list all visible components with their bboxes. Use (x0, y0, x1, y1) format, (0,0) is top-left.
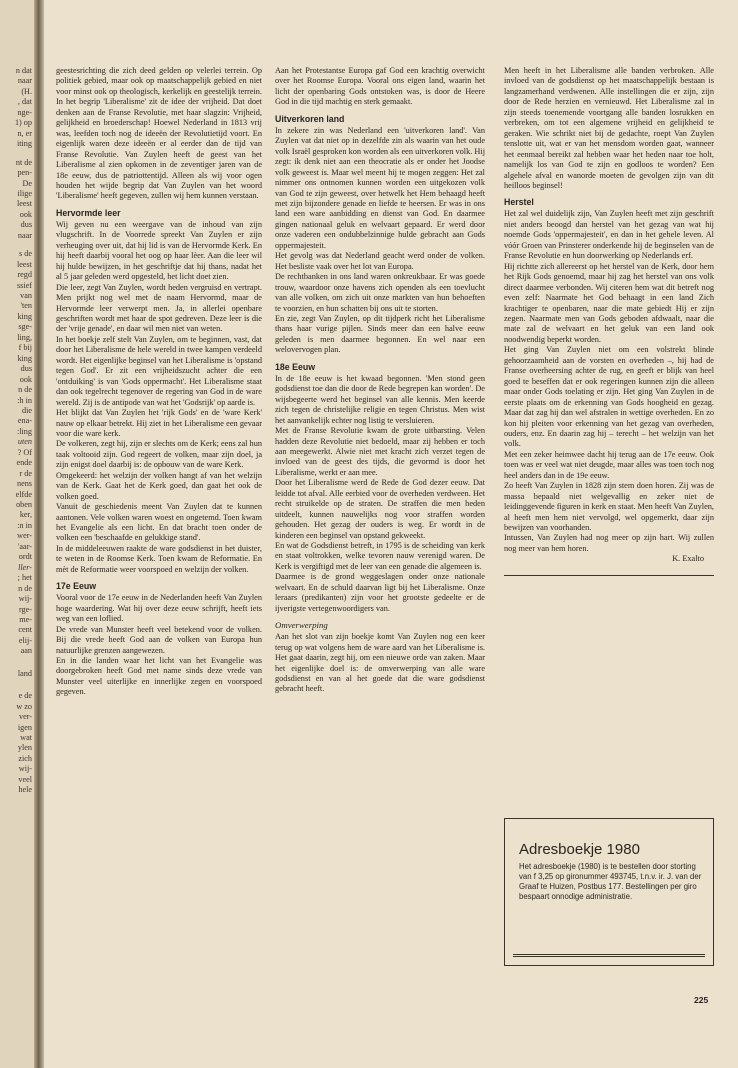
prev-page-fragment: hele (18, 785, 32, 795)
prev-page-fragment: zich (18, 753, 32, 763)
prev-page-fragment: De (22, 178, 32, 188)
prev-page-fragment: ena- (17, 416, 32, 426)
prev-page-fragment: cent (18, 625, 32, 635)
col1-paragraph: De volkeren, zegt hij, zijn er slechts om de Kerk; eens zal hun taak voltooid zijn. God regeert de volken, maar zijn doel, ja zijn enigst doel daarbij is: de opbouw van de ware Kerk. (56, 439, 262, 470)
prev-page-fragment: n de (18, 583, 32, 593)
prev-page-fragment: ilige (17, 188, 32, 198)
col2-paragraph: Aan het slot van zijn boekje komt Van Zuylen nog een keer terug op wat volgens hem de ware aard van het Liberalisme is. Het gaat daarin, zegt hij, om een nieuwe orde van zaken. Maar het eigenlijke doel is: de omverwerping van alle ware godsdienst en van al het goede dat die ware godsdienst gebracht heeft. (275, 632, 485, 694)
prev-page-fragment: ling, (17, 332, 32, 342)
prev-page-fragment: regd (17, 270, 32, 280)
prev-page-fragment: :h in (17, 395, 32, 405)
prev-page-fragment: w zo (16, 701, 32, 711)
notice-inner-frame (513, 825, 705, 957)
heading-18e-eeuw: 18e Eeuw (275, 361, 316, 372)
col1-paragraph: In de middeleeuwen raakte de ware godsdienst in het duister, te weten in de Roomse Kerk. Toen kwam de Reformatie. En mèt de Reformatie weer voorspoed en welzijn der volken. (56, 543, 262, 574)
col3-paragraph: Met een zeker heimwee dacht hij terug aan de 17e eeuw. Ook toen was er veel wat niet deugde, maar alles was toen toch nog heel anders dan in de 19e eeuw. (504, 449, 714, 480)
prev-page-fragment: :ling (16, 426, 32, 436)
prev-page-fragment: king (17, 311, 32, 321)
notice-body: Het adresboekje (1980) is te bestellen door storting van f 3,25 op gironummer 493745, t.n.v. ir. J. van der Graaf te Huizen, Postbus 177. Bestellingen per giro bespaart onnodige administratie. (519, 862, 702, 901)
col1-paragraph: Wij geven nu een weergave van de inhoud van zijn vlugschrift. In de Voorrede spreekt Van Zuylen er zijn verheuging over uit, dat hij lid is van de Hervormde Kerk. En hij heeft daarbij vooral het oog op haar lèer. Aan die leer wil hij hulde bewijzen, in het geschriftje dat hij thans, nadat het al 5 jaar geleden werd opgesteld, het licht doet zien. (56, 219, 262, 282)
author-signature: K. Exalto (672, 554, 704, 564)
prev-page-fragment: nge- (17, 107, 32, 117)
col3-paragraph: Het zal wel duidelijk zijn, Van Zuylen heeft met zijn geschrift niet anders beoogd dan herstel van het gezag van wat hij noemde Gods 'oppermajesteit', en dan in het gehele leven. Al vóór Groen van Prinsterer onderkende hij de beginselen van de Franse Revolutie en hun doorwerking op Nederlands erf. (504, 209, 714, 261)
prev-page-fragment: oben (16, 500, 32, 509)
col1-paragraph: In het boekje zelf stelt Van Zuylen, om te beginnen, vast, dat door het Liberalisme de hele wereld in twee kampen verdeeld wordt. Het eigenlijke beginsel van het Liberalisme is 'opstand tegen God'. Er zit een vrijheidszucht achter die een 'ontduiking' is van 'Gods oppermacht'. Het Liberalisme staat dan ook tegelrecht tegenover de regering van God in de ware wereld. Zij is de antipode van wat het 'Godsrijk' op aarde is. (56, 334, 262, 407)
col3-paragraph: Het ging Van Zuylen niet om een volstrekt blinde gehoorzaamheid aan de vorsten en overheden –, hij had de Franse overheersing achter de rug, en geeft er blijk van heel goed te beseffen dat er ook regeringen kunnen zijn die alleen maar onder Gods toelating er zijn. Het ging Van Zuylen in de eerste plaats om de erkenning van Gods hoogheid en gezag. Maar dat zag hij dan wel afstralen in wettige overheden. En zo kon hij pleiten voor erkenning van het gezag van overheden, ouders, enz. En daarin zag hij – terecht – het welzijn van het volk. (504, 345, 714, 449)
prev-page-fragment: iting (16, 139, 32, 149)
col3-paragraph: Hij richtte zich allereerst op het herstel van de Kerk, door hem het Rijk Gods genoemd, maar hij zag het herstel van ons volk direct daarmee verbonden. Wij citeren hem wat dit betreft nog even zelf: Naarmate het God behaagt in een land Zich krachtiger te openbaren, naar die mate gebiedt Hij er zijn zegen. Naarmate men van Gods geboden afdwaalt, naar die mate zal de welvaart en het geluk van een land ook noodwendig beperkt worden. (504, 261, 714, 344)
prev-page-fragment: 1) op (14, 118, 32, 128)
prev-page-fragment: n, er (17, 128, 32, 138)
prev-page-fragment: die (21, 405, 32, 415)
col1-paragraph: geestesrichting die zich deed gelden op velerlei terrein. Op politiek gebied, maar ook op maatschappelijk gebied en niet voor minst ook op theologisch, kerkelijk en geestelijk terrein. In het begrip 'Liberalisme' zit de idee der vrijheid. Dat doet denken aan de Franse Revolutie, met haar slagzin: Vrijheid, gelijkheid en broederschap! Hoewel Nederland in 1813 vrij was, leefden toch nog de ideeën der Revolutietijd voort. En eigenlijk waren deze ideeën er al eerder dan de tijd van Franse Revolutie. Van Zuylen heeft de geest van het Liberalisme al zien opkomen in de zeventiger jaren van de 18e eeuw, dus de patriottentijd. Alleen als wij voor ogen houden het wijde begrip dat Van Zuylen van het woord 'Liberalisme' heeft gegeven, zullen wij hem kunnen verstaan. (56, 66, 262, 201)
prev-page-fragment: igen (17, 722, 32, 732)
page-gutter (34, 0, 44, 1068)
prev-page-fragment: e de (18, 691, 32, 701)
col3-paragraph: Zo heeft Van Zuylen in 1828 zijn stem doen horen. Zij was de massa bepaald niet welgevallig en zeker niet de leidinggevende figuren in kerk en staat. Men heeft Van Zuylen, al heeft men hem niet vervolgd, wel opgemerkt, daar zijn bewijzen van voorhanden. (504, 481, 714, 533)
prev-page-fragment: nt de (15, 157, 32, 167)
col2-paragraph: Daarmee is de grond weggeslagen onder onze nationale welvaart. En de schuld daarvan ligt bij het Liberalisme. Onze leraars (predikanten) zijn voor het grootste gedeelte er de ijverigste vertegenwoordigers van. (275, 572, 485, 613)
prev-page-fragment: ook (19, 374, 32, 384)
col2-paragraph: In zekere zin was Nederland een 'uitverkoren land'. Van Zuylen vat dat niet op in dezelfde zin als waarin van het oude volk Israël gesproken kon worden als een uitverkoren volk. Hij zegt: ik denk niet aan een theocratie als er onder het Joodse volk geweest is. Maar wel meent hij te mogen zeggen: Het zal nimmer ons ontnomen kunnen worden een uitgekozen volk van God te zijn geweest, over hetwelk het Hem behaagd heeft met zijn bijzondere genade en liefde te heersen. Er was in ons land een ware aanbidding en dienst van God. En daarmee gingen nationaal geluk en welvaart gepaard. Er werd door onze vaderen een ondubbelzinnige hulde gebracht aan Gods oppermajesteit. (275, 125, 485, 250)
prev-page-fragment: pen- (17, 168, 32, 178)
col2-paragraph: Aan het Protestantse Europa gaf God een krachtig overwicht over het Roomse Europa. Vooral ons eigen land, waarin het licht der openbaring Gods ontstoken was, is door de Heere God in die tijd machtig en sterk gemaakt. (275, 66, 485, 107)
column-3 (504, 66, 714, 576)
prev-page-fragment: ook (19, 209, 32, 219)
heading-uitverkoren-land: Uitverkoren land (275, 113, 345, 124)
article-end-rule (504, 575, 714, 576)
prev-page-fragment: 'aar- (17, 541, 32, 551)
prev-page-fragment: sge- (18, 322, 32, 332)
col1-paragraph: En in die landen waar het licht van het Evangelie was doorgebroken heeft God met name sinds deze vrede van Munster veel uiterlijke en innerlijke zegen en voorspoed gegeven. (56, 656, 262, 697)
prev-page-fragment: ordt (18, 552, 32, 562)
prev-page-fragment: r de (19, 468, 32, 478)
prev-page-fragment: ssief (16, 280, 32, 290)
prev-page-fragment: ? Of (17, 447, 32, 457)
prev-page-fragment: ller- (18, 562, 32, 572)
prev-page-fragment: ; het (17, 573, 32, 583)
col3-paragraph: Men heeft in het Liberalisme alle banden verbroken. Alle invloed van de godsdienst op het maatschappelijk bestaan is langzamerhand verdwenen. Alle instellingen die er zijn, zijn door de Rede herzien en vernieuwd. Het Liberalisme zal in zijn steeds toenemende voortgang alle banden losrukken en verbreken, om tot een algemene vrijheid en gelijkheid te geraken. Wie schrikt niet bij de gedachte, roept Van Zuylen tenslotte uit, wat er van het mensdom worden gaat, wanneer het eenmaal bereikt zal hebben waar het heden naar toe holt, namelijk los van God te zijn en godloos te worden? Een algehele afval en wanorde moeten de gevolgen zijn van dit heilloos beginsel! (504, 66, 714, 190)
col1-paragraph: De vrede van Munster heeft veel betekend voor de volken. Bij die vrede heeft God aan de volken van Europa hun natuurlijke grenzen aangewezen. (56, 624, 262, 655)
prev-page-fragment: f bij (18, 343, 32, 353)
prev-page-fragment: uten (17, 437, 32, 447)
col1-paragraph: Omgekeerd: het welzijn der volken hangt af van het welzijn van de Kerk. Gaat het de Kerk goed, dan gaat het ook de volken goed. (56, 470, 262, 501)
page-number: 225 (694, 995, 709, 1005)
prev-page-fragment: wer- (17, 531, 32, 541)
col2-paragraph: Door het Liberalisme werd de Rede de God dezer eeuw. Dat leidde tot afval. Alle eerbied voor de overheden verdween. Het recht struikelde op de straten. De straffen die men heden uitdeelt, kunnen nauwelijks nog voor straffen worden gehouden. Het gezag der ouders is weg. Er wordt in de kinderen een beginsel van opstand gekweekt. (275, 478, 485, 540)
col2-paragraph: De rechtbanken in ons land waren onkreukbaar. Er was goede trouw, waardoor onze havens zich openden als een toevlucht van alle volken, om zich uit onze markten van hun behoeften te voorzien, en hun schatten bij ons uit te storten. (275, 272, 485, 313)
col1-paragraph: Vooral voor de 17e eeuw in de Nederlanden heeft Van Zuylen hoge waardering. Wat hij over deze eeuw schrijft, heeft iets weg van een loflied. (56, 593, 262, 624)
prev-page-fragment: ver- (18, 712, 32, 722)
heading-herstel: Herstel (504, 197, 534, 208)
prev-page-fragment: dus (20, 364, 32, 374)
adresboekje-notice-box (504, 818, 714, 966)
heading-17e-eeuw: 17e Eeuw (56, 581, 97, 592)
prev-page-fragment: wat (20, 733, 32, 742)
prev-page-fragment: dus (20, 220, 32, 230)
col2-paragraph: Met de Franse Revolutie kwam de grote uitbarsting. Velen hadden deze Revolutie niet bedoeld, maar zij hebben er toch aan meegewerkt. Alwie niet met kracht zich verzet tegen de invloed van de geest des tijds, die gevormd is door het Liberalisme, werkt er aan mee. (275, 426, 485, 477)
col3-paragraph: Intussen, Van Zuylen had nog meer op zijn hart. Wij zullen nog meer van hem horen. (504, 533, 714, 553)
prev-page-fragment: aan (20, 646, 32, 656)
col1-paragraph: Die leer, zegt Van Zuylen, wordt heden vergruisd en vertrapt. Men prijkt nog wel met de naam Hervormd, maar de Hervormde leer verwerpt men. Ja, in allerlei openbare geschriften wordt met haar de spot gedreven. Deze leer is die der 'vrije genade', en daar wil men niet van weten. (56, 282, 262, 334)
col1-paragraph: Vanuit de geschiedenis meent Van Zuylen dat te kunnen aantonen. Vele volken waren woest en ongetemd. Toen kwam het Evangelie als een licht. En dat bracht toen onder de volken een 'beschaafde en gelukkige stand'. (56, 502, 262, 543)
previous-page-edge (0, 0, 34, 1068)
prev-page-fragment: ker, (19, 510, 32, 520)
prev-page-fragment: leest (16, 199, 32, 209)
col2-paragraph: In de 18e eeuw is het kwaad begonnen. 'Men stond geen godsdienst toe dan die door de Rede begrepen kan worden'. De wijsbegeerte werd het beginsel van alle kennis. Men keerde zich tegen de christelijke religie en tegen Christus. Men wist het aanvankelijk echter nog listig te versluieren. (275, 373, 485, 425)
prev-page-fragment: nens (16, 479, 32, 489)
prev-page-fragment: van (20, 291, 32, 300)
prev-page-fragment: 'ten (20, 301, 32, 311)
prev-page-fragment: ende (16, 458, 32, 468)
prev-page-fragment: n de (18, 385, 32, 395)
prev-page-fragment: elfde (15, 489, 32, 499)
prev-page-fragment: me- (19, 614, 32, 624)
prev-page-fragment: leest (16, 259, 32, 269)
heading-hervormde-leer: Hervormde leer (56, 207, 121, 218)
col2-paragraph: En wat de Godsdienst betreft, in 1795 is de scheiding van kerk en staat voltrokken, welke tevoren nauw verenigd waren. De Kerk is vergiftigd met de leer van een genade die algemeen is. (275, 541, 485, 571)
col2-paragraph: Het gevolg was dat Nederland geacht werd onder de volken. Het besliste vaak over het lot van Europa. (275, 251, 485, 271)
prev-page-fragment: n dat (15, 66, 32, 75)
col1-paragraph: Het blijkt dat Van Zuylen het 'rijk Gods' en de 'ware Kerk' nauw op elkaar betrekt. Hij ziet in het Liberalisme een gevaar voor die ware kerk. (56, 408, 262, 438)
column-1 (56, 66, 262, 698)
prev-page-fragment: naar (17, 230, 32, 240)
prev-page-fragment: ylen (17, 743, 32, 753)
prev-page-fragment: (H. (21, 86, 32, 96)
prev-page-fragment: , dat (17, 97, 32, 107)
prev-page-fragment: wij- (18, 764, 32, 774)
prev-page-fragment: s de (19, 249, 32, 259)
heading-omverwerping: Omverwerping (275, 620, 328, 631)
prev-page-fragment: naar (17, 76, 32, 86)
prev-page-fragment: elij- (18, 635, 32, 645)
col2-paragraph: En zie, zegt Van Zuylen, op dit tijdperk richt het Liberalisme thans haar vurige pijlen. Sinds meer dan een halve eeuw geleden is men daarmee begonnen. En wel naar een welovervogen plan. (275, 313, 485, 355)
prev-page-fragment: :n in (17, 520, 32, 530)
notice-title: Adresboekje 1980 (519, 841, 640, 858)
column-2 (275, 66, 485, 695)
prev-page-fragment: land (17, 668, 32, 678)
prev-page-fragment: wij- (18, 594, 32, 604)
prev-page-fragment: rge- (18, 604, 32, 614)
prev-page-fragment: veel (18, 774, 32, 784)
prev-page-fragment: king (17, 353, 32, 363)
